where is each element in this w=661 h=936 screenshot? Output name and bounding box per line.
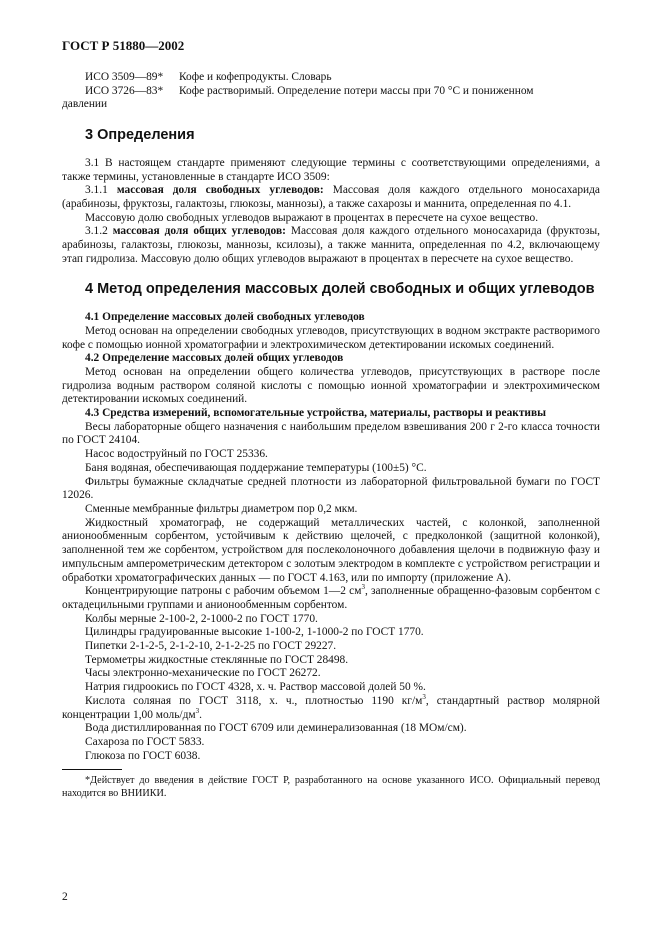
- definition-term: массовая доля общих углеводов:: [112, 225, 286, 238]
- definition-free-carbohydrates: [62, 184, 600, 211]
- equipment-item: Глюкоза по ГОСТ 6038.: [85, 749, 201, 762]
- superscript: 3: [422, 692, 426, 701]
- equipment-item: Сменные мембранные фильтры диаметром пор 0,2 мкм.: [85, 502, 358, 515]
- subsection-4-3-heading: 4.3 Средства измерений, вспомогательные устройства, материалы, растворы и реактивы: [85, 407, 547, 420]
- equipment-item: [62, 692, 600, 722]
- item-text: , заполненные обращенно-фазовым сорбентом с октадецильными группами и анионообменным сорбентом.: [62, 585, 600, 611]
- equipment-item: Натрия гидроокись по ГОСТ 4328, х. ч. Раствор массовой долей 50 %.: [85, 681, 426, 694]
- equipment-item: Баня водяная, обеспечивающая поддержание температуры (100±5) °С.: [85, 461, 427, 474]
- equipment-item: Фильтры бумажные складчатые средней плотности из лабораторной фильтровальной бумаги по ГОСТ 12026.: [62, 475, 600, 502]
- definition-number: 3.1.1: [85, 184, 108, 197]
- superscript: 3: [195, 706, 200, 715]
- reference-code: ИСО 3509—89*: [85, 71, 164, 83]
- definition-term: массовая доля свободных углеводов:: [116, 184, 324, 197]
- equipment-item: Весы лабораторные общего назначения с наибольшим пределом взвешивания 200 г 2-го класса точности по ГОСТ 24104.: [62, 420, 600, 447]
- definitions-intro: 3.1 В настоящем стандарте применяют следующие термины с соответствующими определениями, а также термины, установленные в стандарте ИСО 3509:: [62, 156, 600, 183]
- definition-total-carbohydrates: [62, 225, 600, 266]
- subsection-4-1-text: Метод основан на определении свободных углеводов, присутствующих в водном экстракте растворимого кофе с помощью ионной хроматографии и электрохимическом детектировании искомых соединений.: [62, 324, 600, 351]
- equipment-item: Сахароза по ГОСТ 5833.: [85, 735, 205, 748]
- equipment-item: Цилиндры градуированные высокие 1-100-2, 1-1000-2 по ГОСТ 1770.: [85, 626, 424, 639]
- superscript: 3: [361, 583, 365, 592]
- equipment-item: Вода дистиллированная по ГОСТ 6709 или деминерализованная (18 МОм/см).: [85, 722, 467, 735]
- item-text: , стандартный раствор молярной концентрации 1,00 моль/дм: [62, 694, 600, 721]
- reference-title-continuation: давлении: [62, 98, 108, 111]
- section-3-heading: 3 Определения: [85, 127, 195, 144]
- reference-code: ИСО 3726—83*: [85, 84, 164, 97]
- equipment-item: [62, 585, 600, 612]
- item-text: .: [199, 708, 202, 721]
- equipment-item: Пипетки 2-1-2-5, 2-1-2-10, 2-1-2-25 по ГОСТ 29227.: [85, 640, 337, 653]
- subsection-4-2-text: Метод основан на определении общего количества углеводов, присутствующих в растворе после гидролиза водным раствором соляной кислоты с помощью ионной хроматографии и электрохимическом детектировании искомых соединений.: [62, 365, 600, 406]
- definition-text: Массовая доля каждого отдельного моносахарида (фруктозы, арабинозы, галактозы, глюкозы, маннозы, ксилозы), а также маннита, определенная по 4.2, включающему этап гидролиза. Массовую долю общих углеводов выражают в процентах в пересчете на сухое вещество.: [62, 225, 600, 265]
- document-code-header: ГОСТ Р 51880—2002: [62, 38, 185, 53]
- equipment-item: Часы электронно-механические по ГОСТ 26272.: [85, 667, 321, 680]
- page-content: [62, 71, 600, 800]
- reference-row: [62, 71, 600, 85]
- equipment-item: Колбы мерные 2-100-2, 2-1000-2 по ГОСТ 1770.: [85, 612, 318, 625]
- subsection-4-2-heading: 4.2 Определение массовых долей общих углеводов: [85, 352, 344, 365]
- section-4-heading: 4 Метод определения массовых долей свободных и общих углеводов: [85, 281, 595, 298]
- footnote: *Действует до введения в действие ГОСТ Р, разработанного на основе указанного ИСО. Официальный перевод находится во ВНИИКИ.: [62, 775, 600, 799]
- footnote-separator: [62, 769, 122, 770]
- equipment-item: Жидкостный хроматограф, не содержащий металлических частей, с колонкой, заполненной анионообменным сорбентом, устойчивым к действию щелочей, с предколонкой (защитной колонкой), заполненной тем же сорбентом, устройством для послеколоночного добавления щелочи в подвижную фазу и импульсным амперометрическим детектором с золотым электродом в комплекте с устройством регистрации и обработки хроматографических данных — по ГОСТ 4.163, или по импорту (приложение А).: [62, 516, 600, 584]
- item-text: Кислота соляная по ГОСТ 3118, х. ч., плотностью 1190 кг/м: [85, 694, 423, 707]
- subsection-4-1-heading: 4.1 Определение массовых долей свободных углеводов: [85, 311, 365, 324]
- page-number: 2: [62, 891, 68, 903]
- equipment-item: Насос водоструйный по ГОСТ 25336.: [85, 448, 268, 461]
- definition-note: Массовую долю свободных углеводов выражают в процентах в пересчете на сухое вещество.: [85, 211, 539, 224]
- reference-row: [62, 85, 600, 99]
- item-text: Концентрирующие патроны с рабочим объемом 1—2 см: [85, 585, 362, 598]
- reference-title: Кофе и кофепродукты. Словарь: [179, 71, 332, 83]
- equipment-item: Термометры жидкостные стеклянные по ГОСТ 28498.: [85, 653, 349, 666]
- reference-title: Кофе растворимый. Определение потери массы при 70 °С и пониженном: [179, 84, 534, 97]
- definition-text: Массовая доля каждого отдельного моносахарида (арабинозы, фруктозы, галактозы, глюкозы, маннозы), а также сахарозы и маннита, определенная по 4.1.: [62, 184, 600, 210]
- definition-number: 3.1.2: [85, 225, 108, 238]
